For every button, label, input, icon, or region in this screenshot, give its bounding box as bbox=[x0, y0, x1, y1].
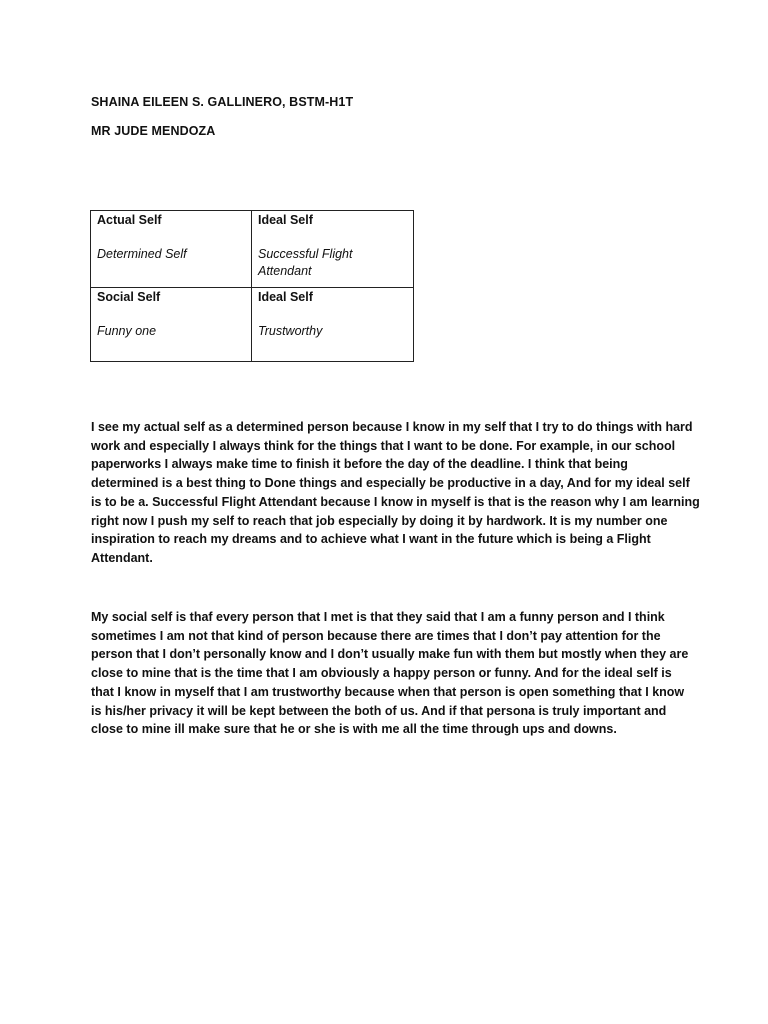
paragraph-line: is his/her privacy it will be kept between the both of us. And if that persona is truly important and bbox=[91, 703, 667, 718]
table-cell-ideal-self-1 bbox=[252, 211, 414, 288]
paragraph-line: sometimes I am not that kind of person because there are times that I don’t pay attention for the bbox=[91, 628, 661, 643]
author-line: SHAINA EILEEN S. GALLINERO, BSTM-H1T bbox=[91, 95, 354, 109]
paragraph-line: determined is a best thing to Done things and especially be productive in a day, And for my ideal self bbox=[91, 476, 690, 491]
table-cell-ideal-self-2 bbox=[252, 288, 414, 362]
table-cell-social-self bbox=[91, 288, 252, 362]
paragraph-line: paperworks I always make time to finish it before the day of the deadline. I think that being bbox=[91, 457, 628, 472]
self-concept-table bbox=[90, 210, 414, 362]
paragraph-line: is to be a. Successful Flight Attendant because I know in myself is that is the reason why I am learning bbox=[91, 494, 700, 509]
paragraph-social-self bbox=[91, 608, 691, 739]
paragraph-actual-self bbox=[91, 418, 700, 568]
paragraph-line: I see my actual self as a determined person because I know in my self that I try to do things with hard bbox=[91, 420, 693, 434]
paragraph-line: work and especially I always think for the things that I want to be done. For example, in our school bbox=[91, 438, 676, 453]
cell-label-ideal-self-2: Ideal Self bbox=[258, 290, 313, 304]
paragraph-line: inspiration to reach my dreams and to achieve what I want in the future which is being a Flight bbox=[91, 532, 651, 547]
cell-label-social-self: Social Self bbox=[97, 290, 161, 304]
paragraph-line: Attendant. bbox=[91, 550, 153, 565]
paragraph-line: that I know in myself that I am trustworthy because when that person is open something that I know bbox=[91, 684, 685, 699]
table-row-social bbox=[91, 288, 414, 362]
paragraph-line: close to mine that is the time that I am obviously a happy person or funny. And for the ideal self is bbox=[91, 666, 672, 681]
paragraph-line: My social self is thaf every person that I met is that they said that I am a funny person and I think bbox=[91, 610, 665, 624]
paragraph-line: right now I push my self to reach that job especially by doing it by hardwork. It is my number one bbox=[91, 513, 668, 528]
cell-value-determined-self: Determined Self bbox=[97, 247, 187, 261]
cell-value-funny-one: Funny one bbox=[97, 324, 157, 338]
cell-value-trustworthy: Trustworthy bbox=[258, 324, 323, 338]
paragraph-line: close to mine ill make sure that he or she is with me all the time through ups and downs. bbox=[91, 722, 617, 737]
cell-value-successful-flight-attendant: Successful Flight Attendant bbox=[258, 247, 353, 278]
table-row-actual bbox=[91, 211, 414, 288]
paragraph-line: person that I don’t personally know and I don’t usually make fun with them but mostly when they are bbox=[91, 647, 689, 662]
cell-label-ideal-self-1: Ideal Self bbox=[258, 213, 313, 227]
instructor-line: MR JUDE MENDOZA bbox=[91, 124, 216, 138]
cell-label-actual-self: Actual Self bbox=[97, 213, 162, 227]
table-cell-actual-self bbox=[91, 211, 252, 288]
